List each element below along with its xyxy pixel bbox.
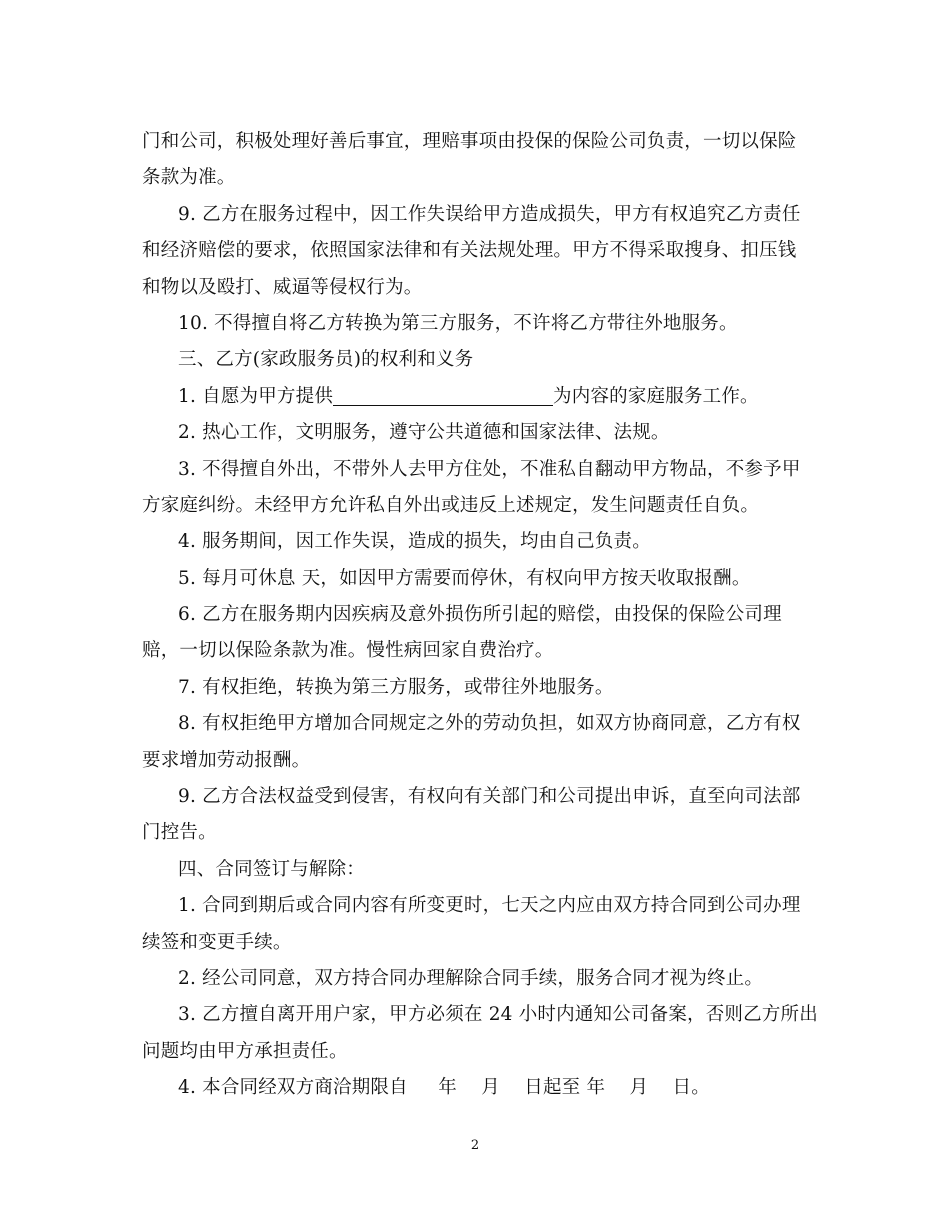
- paragraph-line: 3. 不得擅自外出，不带外人去甲方住处，不准私自翻动甲方物品，不参予甲: [178, 458, 801, 480]
- paragraph-line: 2. 经公司同意，双方持合同办理解除合同手续，服务合同才视为终止。: [178, 967, 764, 989]
- paragraph-line: 9. 乙方在服务过程中，因工作失误给甲方造成损失，甲方有权追究乙方责任: [178, 203, 801, 225]
- paragraph-line-with-blank: [142, 379, 807, 415]
- fill-in-blank-line: [333, 385, 553, 406]
- paragraph-line: 10. 不得擅自将乙方转换为第三方服务，不许将乙方带往外地服务。: [178, 312, 738, 334]
- paragraph-line: 5. 每月可休息 天，如因甲方需要而停休，有权向甲方按天收取报酬。: [178, 567, 751, 589]
- clause-text-after-blank: 为内容的家庭服务工作。: [553, 385, 759, 407]
- page-number: 2: [470, 1138, 480, 1153]
- paragraph-line: 赔，一切以保险条款为准。慢性病回家自费治疗。: [142, 640, 554, 662]
- paragraph-line: 8. 有权拒绝甲方增加合同规定之外的劳动负担，如双方协商同意，乙方有权: [178, 713, 801, 735]
- paragraph-line: 方家庭纠纷。未经甲方允许私自外出或违反上述规定，发生问题责任自负。: [142, 494, 760, 516]
- paragraph-line: 和物以及殴打、威逼等侵权行为。: [142, 276, 423, 298]
- paragraph-line: 续签和变更手续。: [142, 931, 292, 953]
- paragraph-line: 问题均由甲方承担责任。: [142, 1040, 348, 1062]
- section-heading: 三、乙方(家政服务员)的权利和义务: [178, 349, 474, 371]
- paragraph-line: 1. 合同到期后或合同内容有所变更时，七天之内应由双方持合同到公司办理: [178, 895, 801, 917]
- paragraph-line: 6. 乙方在服务期内因疾病及意外损伤所引起的赔偿，由投保的保险公司理: [178, 604, 782, 626]
- paragraph-line: 和经济赔偿的要求，依照国家法律和有关法规处理。甲方不得采取搜身、扣压钱: [142, 240, 797, 262]
- paragraph-line: 门控告。: [142, 822, 217, 844]
- clause-text-before-blank: 1. 自愿为甲方提供: [178, 385, 334, 407]
- paragraph-line: 条款为准。: [142, 167, 236, 189]
- paragraph-line: 3. 乙方擅自离开用户家，甲方必须在 24 小时内通知公司备案，否则乙方所出: [178, 1004, 818, 1026]
- paragraph-line: 9. 乙方合法权益受到侵害，有权向有关部门和公司提出申诉，直至向司法部: [178, 786, 801, 808]
- paragraph-line: 2. 热心工作，文明服务，遵守公共道德和国家法律、法规。: [178, 422, 670, 444]
- section-heading: 四、合同签订与解除：: [178, 858, 366, 880]
- paragraph-line: 7. 有权拒绝，转换为第三方服务，或带往外地服务。: [178, 676, 614, 698]
- paragraph-line: 4. 服务期间，因工作失误，造成的损失，均由自己负责。: [178, 531, 651, 553]
- paragraph-line: 4. 本合同经双方商洽期限自 年 月 日起至 年 月 日。: [178, 1077, 710, 1099]
- paragraph-line: 要求增加劳动报酬。: [142, 749, 311, 771]
- document-body: [142, 124, 818, 1107]
- paragraph-line: 门和公司，积极处理好善后事宜，理赔事项由投保的保险公司负责，一切以保险: [142, 131, 797, 152]
